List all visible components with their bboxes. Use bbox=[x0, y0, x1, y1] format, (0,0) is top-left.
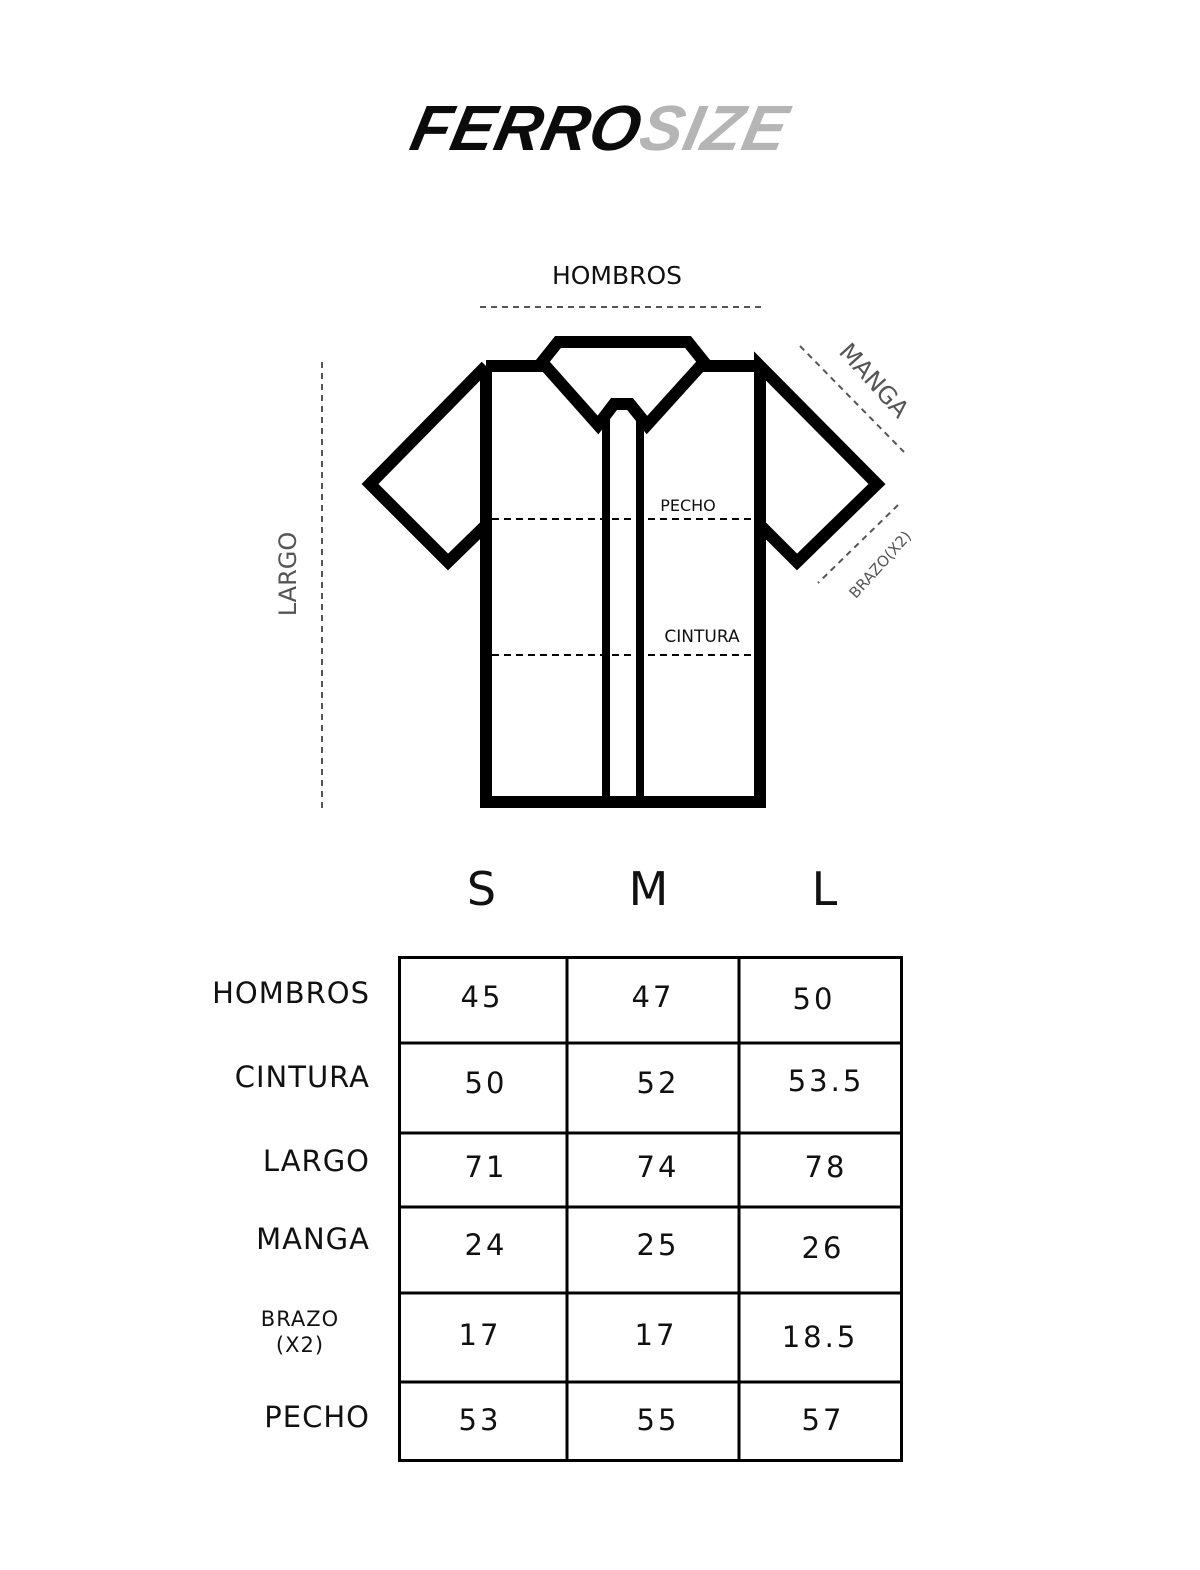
table-cell: 26 bbox=[801, 1231, 845, 1265]
table-cell: 24 bbox=[464, 1228, 508, 1262]
table-cell: 45 bbox=[460, 980, 504, 1014]
shirt-outline-icon bbox=[370, 342, 877, 802]
table-cell: 50 bbox=[464, 1066, 508, 1100]
row-label-largo: LARGO bbox=[262, 1144, 370, 1178]
table-cell: 52 bbox=[636, 1066, 680, 1100]
row-label-cintura: CINTURA bbox=[234, 1060, 370, 1094]
table-cell: 55 bbox=[636, 1403, 680, 1437]
manga-label: MANGA bbox=[833, 337, 915, 424]
row-label-manga: MANGA bbox=[256, 1222, 370, 1256]
table-cell: 47 bbox=[631, 980, 675, 1014]
table-cell: 74 bbox=[636, 1150, 680, 1184]
cintura-label: CINTURA bbox=[664, 627, 740, 647]
size-header-l: L bbox=[811, 862, 839, 916]
table-cell: 17 bbox=[634, 1318, 678, 1352]
pecho-label: PECHO bbox=[660, 496, 716, 515]
table-cell: 53 bbox=[458, 1403, 502, 1437]
table-cell: 78 bbox=[804, 1150, 848, 1184]
row-label-brazo bbox=[230, 1306, 370, 1359]
table-cell: 53.5 bbox=[787, 1064, 865, 1098]
row-label-pecho: PECHO bbox=[264, 1400, 370, 1434]
size-header-s: S bbox=[466, 862, 498, 916]
logo-text-ferro: FERRO bbox=[404, 92, 650, 164]
table-grid bbox=[398, 956, 903, 1462]
size-header-m: M bbox=[628, 862, 670, 916]
largo-label: LARGO bbox=[274, 531, 302, 617]
hombros-label: HOMBROS bbox=[551, 261, 683, 290]
table-cell: 18.5 bbox=[781, 1320, 859, 1354]
row-label-brazo-line2: (X2) bbox=[275, 1333, 325, 1358]
table-cell: 17 bbox=[458, 1318, 502, 1352]
row-label-brazo-line1: BRAZO bbox=[260, 1307, 340, 1331]
logo-text-size: SIZE bbox=[633, 92, 796, 164]
brazo-label: BRAZO(X2) bbox=[845, 527, 916, 602]
table-cell: 57 bbox=[801, 1403, 845, 1437]
table-cell: 50 bbox=[792, 982, 836, 1016]
size-table bbox=[398, 956, 903, 1462]
table-cell: 25 bbox=[636, 1228, 680, 1262]
table-cell: 71 bbox=[464, 1150, 508, 1184]
row-label-hombros: HOMBROS bbox=[212, 976, 370, 1010]
